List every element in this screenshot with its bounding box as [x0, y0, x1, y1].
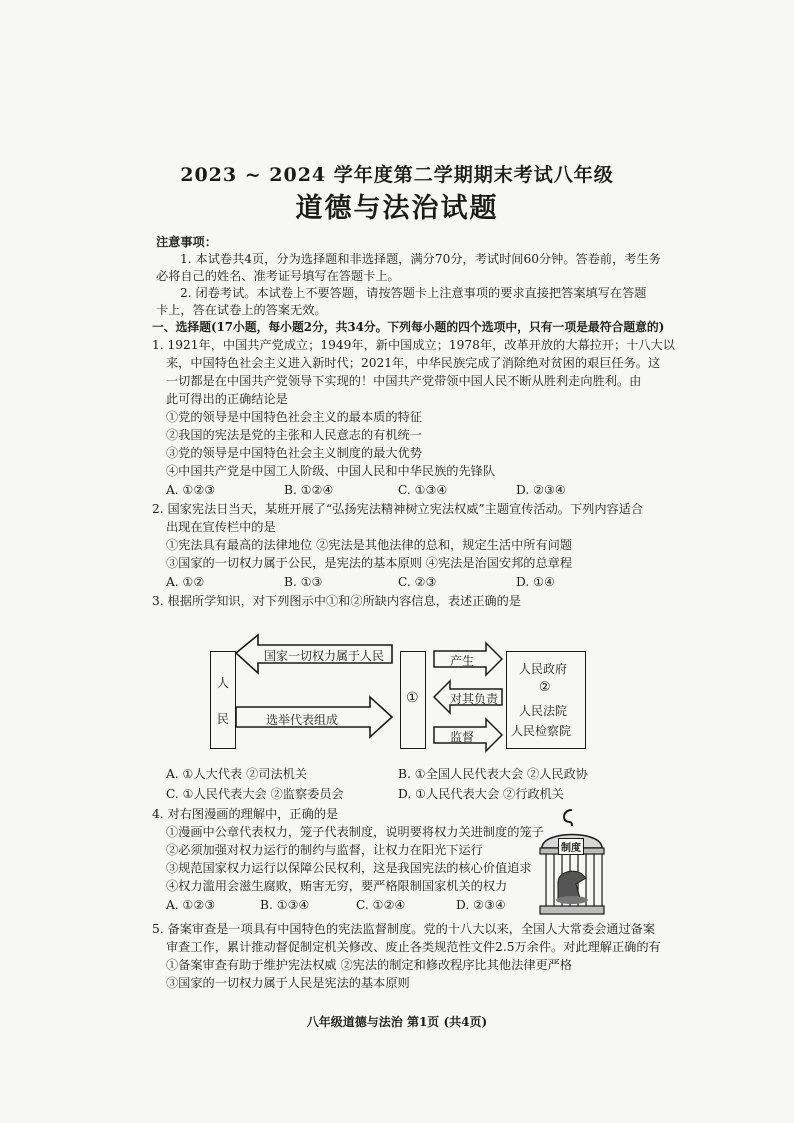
q1-option-a[interactable]: A. ①②③	[166, 483, 216, 497]
q5-stem-line1: 5. 备案审查是一项具有中国特色的宪法监督制度。党的十八大以来，全国人大常委会通过备案	[152, 922, 656, 936]
q3-option-a[interactable]: A. ①人大代表 ②司法机关	[166, 767, 308, 781]
q2-option-a[interactable]: A. ①②	[166, 575, 205, 589]
q1-option-d[interactable]: D. ②③④	[516, 483, 566, 497]
notice-line3: 2. 闭卷考试。本试卷上不要答题，请按答题卡上注意事项的要求直接把答案填写在答题	[180, 286, 647, 300]
q4-option-c[interactable]: C. ①②④	[356, 898, 406, 912]
q4-option-a[interactable]: A. ①②③	[166, 898, 216, 912]
q2-stem-line2: 出现在宣传栏中的是	[166, 520, 276, 534]
q1-option-c[interactable]: C. ①③④	[398, 483, 448, 497]
q1-stem-line2: 来，中国特色社会主义进入新时代；2021年，中华民族完成了消除绝对贫困的艰巨任务。这	[166, 356, 661, 370]
q2-option-d[interactable]: D. ①④	[516, 575, 555, 589]
q1-stem-line4: 此可得出的正确结论是	[166, 392, 288, 406]
exam-title-line1: 2023 ~ 2024 学年度第二学期期末考试八年级	[180, 164, 614, 186]
q1-stem-line1: 1. 1921年，中国共产党成立；1949年，新中国成立；1978年，改革开放的大幕拉开；十八大以	[152, 338, 675, 352]
q3-option-c[interactable]: C. ①人民代表大会 ②监察委员会	[166, 787, 344, 801]
procuratorate-label: 人民检察院	[511, 724, 572, 738]
q3-option-b[interactable]: B. ①全国人民代表大会 ②人民政协	[398, 767, 588, 781]
q1-option-b[interactable]: B. ①②④	[284, 483, 334, 497]
q4-statement1: ①漫画中公章代表权力，笼子代表制度，说明要将权力关进制度的笼子	[166, 825, 544, 839]
q1-stem-line3: 一切都是在中国共产党领导下实现的！中国共产党带领中国人民不断从胜利走向胜利。由	[166, 374, 642, 388]
notice-line4: 卡上，答在试卷上的答案无效。	[156, 303, 327, 317]
birdcage-icon	[536, 808, 608, 920]
page-footer: 八年级道德与法治 第1页 (共4页)	[306, 1015, 488, 1029]
q1-statement3: ③党的领导是中国特色社会主义制度的最大优势	[166, 446, 422, 460]
q3-diagram	[210, 613, 590, 744]
people-char2: 民	[217, 712, 230, 726]
q2-statement1: ①宪法具有最高的法律地位 ②宪法是其他法律的总和，规定生活中所有问题	[166, 538, 573, 552]
q2-option-b[interactable]: B. ①③	[284, 575, 323, 589]
q2-stem-line1: 2. 国家宪法日当天，某班开展了“弘扬宪法精神树立宪法权威”主题宣传活动。下列内容适合	[152, 502, 644, 516]
q5-statement1: ①备案审查有助于维护宪法权威 ②宪法的制定和修改程序比其他法律更严格	[166, 958, 573, 972]
q4-stem: 4. 对右图漫画的理解中，正确的是	[152, 807, 339, 821]
supervise-label: 监督	[450, 730, 475, 744]
q1-statement2: ②我国的宪法是党的主张和人民意志的有机统一	[166, 428, 422, 442]
cage-label: 制度	[558, 838, 584, 855]
people-char1: 人	[217, 676, 230, 690]
gov-label: 人民政府	[519, 662, 568, 676]
circle2-label: ②	[539, 680, 551, 695]
section1-heading: 一、选择题(17小题，每小题2分，共34分。下列每小题的四个选项中，只有一项是最符合题意的)	[152, 320, 665, 334]
q5-stem-line2: 审查工作，累计推动督促制定机关修改、废止各类规范性文件2.5万余件。对此理解正确的有	[166, 940, 661, 954]
q4-option-d[interactable]: D. ②③④	[456, 898, 506, 912]
q4-statement3: ③规范国家权力运行以保障公民权利，这是我国宪法的核心价值追求	[166, 861, 532, 875]
circle1-label: ①	[406, 690, 419, 706]
responsible-label: 对其负责	[450, 692, 499, 706]
notice-line1: 1. 本试卷共4页，分为选择题和非选择题，满分70分，考试时间60分钟。答卷前，考生务	[180, 252, 661, 266]
q3-option-d[interactable]: D. ①人民代表大会 ②行政机关	[398, 787, 564, 801]
q1-statement1: ①党的领导是中国特色社会主义的最本质的特征	[166, 410, 422, 424]
notice-line2: 必将自己的姓名、准考证号填写在答题卡上。	[156, 269, 400, 283]
produce-label: 产生	[450, 654, 475, 668]
q4-option-b[interactable]: B. ①③④	[260, 898, 310, 912]
notice-heading: 注意事项：	[156, 235, 217, 249]
q2-option-c[interactable]: C. ②③	[398, 575, 437, 589]
q2-statement2: ③国家的一切权力属于公民，是宪法的基本原则 ④宪法是治国安邦的总章程	[166, 556, 573, 570]
arrow-top-label: 国家一切权力属于人民	[264, 649, 385, 663]
q4-statement2: ②必须加强对权力运行的制约与监督，让权力在阳光下运行	[166, 843, 483, 857]
circle1-box	[400, 651, 426, 749]
exam-title-subject: 道德与法治试题	[295, 193, 499, 224]
q4-statement4: ④权力滥用会滋生腐败，贿害无穷，要严格限制国家机关的权力	[166, 879, 508, 893]
q1-statement4: ④中国共产党是中国工人阶级、中国人民和中华民族的先锋队	[166, 464, 496, 478]
court-label: 人民法院	[519, 704, 568, 718]
q3-stem: 3. 根据所学知识，对下列图示中①和②所缺内容信息，表述正确的是	[152, 594, 521, 608]
state-organs-box	[506, 651, 586, 749]
q5-statement2: ③国家的一切权力属于人民是宪法的基本原则	[166, 976, 410, 990]
people-box	[210, 651, 236, 749]
birdcage-cartoon	[536, 808, 608, 924]
arrow-bottom-label: 选举代表组成	[266, 713, 339, 727]
